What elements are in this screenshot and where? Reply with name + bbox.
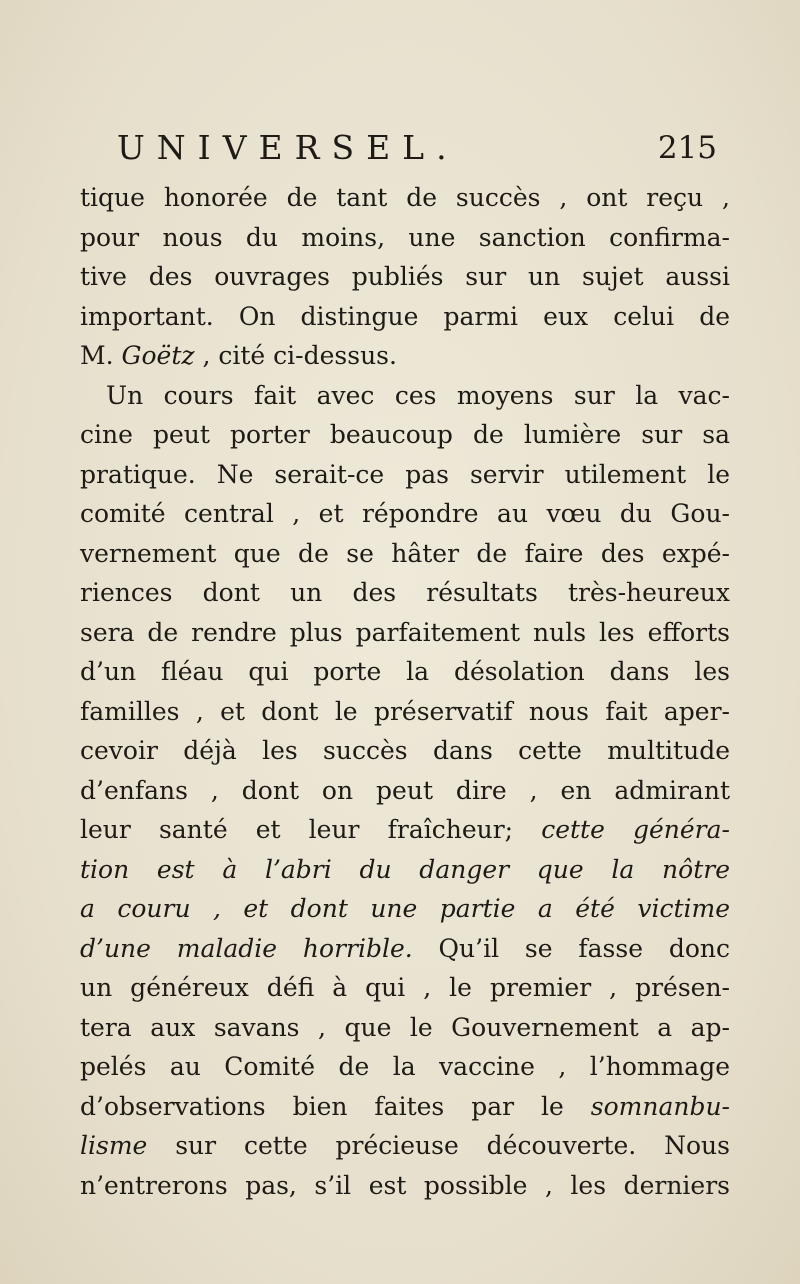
text-line: cine peut porter beaucoup de lumière sur sa <box>80 420 730 449</box>
text-line: comité central , et répondre au vœu du Gou- <box>80 499 730 528</box>
italic-quote: a couru , et dont une partie a été victime <box>80 894 730 923</box>
text-line: d’une maladie horrible. Qu’il se fasse donc <box>80 933 730 963</box>
text-line: tive des ouvrages publiés sur un sujet aussi <box>80 262 730 291</box>
text-line <box>80 850 730 890</box>
running-title: UNIVERSEL. <box>117 128 459 167</box>
text-line: sera de rendre plus parfaitement nuls les efforts <box>80 617 730 647</box>
italic-quote: tion est à l’abri du danger que la nôtre <box>80 854 730 884</box>
text-line: d’observations bien faites par le somnanbu- <box>80 1091 730 1121</box>
text-line: Un cours fait avec ces moyens sur la vac- <box>106 380 730 410</box>
italic-term: somnanbu- <box>590 1091 730 1121</box>
text-line: d’enfans , dont on peut dire , en admirant <box>80 775 730 805</box>
text-line: un généreux défi à qui , le premier , présen- <box>80 973 730 1002</box>
text-line: cevoir déjà les succès dans cette multitude <box>80 736 730 765</box>
text-line: pelés au Comité de la vaccine , l’hommage <box>80 1052 730 1081</box>
page-header <box>117 128 717 178</box>
text-line: n’entrerons pas, s’il est possible , les derniers <box>80 1170 730 1200</box>
page-number: 215 <box>657 130 717 166</box>
text-line: familles , et dont le préservatif nous fait aper- <box>80 696 730 726</box>
text-line: d’un fléau qui porte la désolation dans les <box>80 657 730 686</box>
text-line: tera aux savans , que le Gouvernement a ap- <box>80 1012 730 1042</box>
text-line: pour nous du moins, une sanction confirma- <box>80 222 730 252</box>
body-text <box>80 178 730 1205</box>
text-line: M. Goëtz , cité ci-dessus. <box>80 341 397 370</box>
italic-quote: d’une maladie horrible. <box>80 933 413 963</box>
italic-quote: cette généra- <box>541 815 730 844</box>
italic-term: lisme <box>80 1131 148 1160</box>
text-line: important. On distingue parmi eux celui de <box>80 301 730 331</box>
author-name: Goëtz <box>121 341 195 370</box>
text-line: vernement que de se hâter de faire des expé- <box>80 538 730 568</box>
text-line: riences dont un des résultats très-heureux <box>80 578 730 607</box>
text-line: tique honorée de tant de succès , ont reçu , <box>80 183 730 212</box>
text-line: lisme sur cette précieuse découverte. Nous <box>80 1131 730 1160</box>
text-line: leur santé et leur fraîcheur; cette généra- <box>80 815 730 844</box>
text-line: pratique. Ne serait-ce pas servir utilement le <box>80 459 730 489</box>
text-line <box>80 889 730 929</box>
